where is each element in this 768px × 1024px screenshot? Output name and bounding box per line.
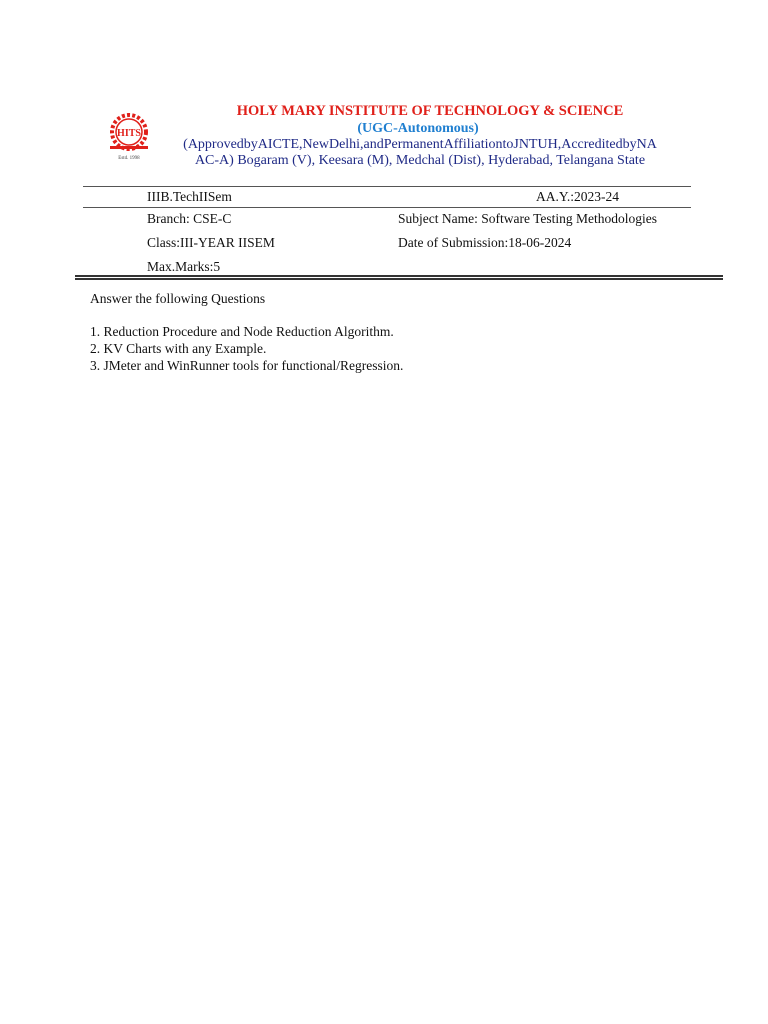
academic-year: AA.Y.:2023-24: [536, 189, 620, 204]
row-rule: [83, 207, 691, 208]
approval-line: (ApprovedbyAICTE,NewDelhi,andPermanentAffiliationtoJNTUH,AccreditedbyNA: [183, 137, 657, 152]
double-rule-bottom: [75, 278, 723, 280]
question-item: 2. KV Charts with any Example.: [90, 341, 267, 356]
class-label: Class:III-YEAR IISEM: [147, 235, 275, 250]
institute-name: HOLY MARY INSTITUTE OF TECHNOLOGY & SCIENCE: [236, 103, 624, 119]
logo-estd: Estd. 1998: [118, 156, 140, 161]
submission-date: Date of Submission:18-06-2024: [398, 235, 572, 250]
double-rule-top: [75, 275, 723, 277]
question-item: 3. JMeter and WinRunner tools for functional/Regression.: [90, 358, 404, 373]
question-item: 1. Reduction Procedure and Node Reduction Algorithm.: [90, 324, 394, 339]
subject-name: Subject Name: Software Testing Methodologies: [398, 211, 658, 226]
autonomy-status: (UGC-Autonomous): [357, 121, 479, 136]
question-list: [90, 323, 403, 374]
branch-label: Branch: CSE-C: [147, 211, 232, 226]
address-line: AC-A) Bogaram (V), Keesara (M), Medchal (Dist), Hyderabad, Telangana State: [194, 153, 646, 168]
program-label: IIIB.TechIISem: [147, 189, 232, 204]
top-rule: [83, 186, 691, 187]
logo-text: HITS: [117, 128, 141, 139]
document-header: [0, 0, 768, 180]
instruction-text: Answer the following Questions: [90, 291, 266, 306]
max-marks: Max.Marks:5: [147, 259, 221, 274]
